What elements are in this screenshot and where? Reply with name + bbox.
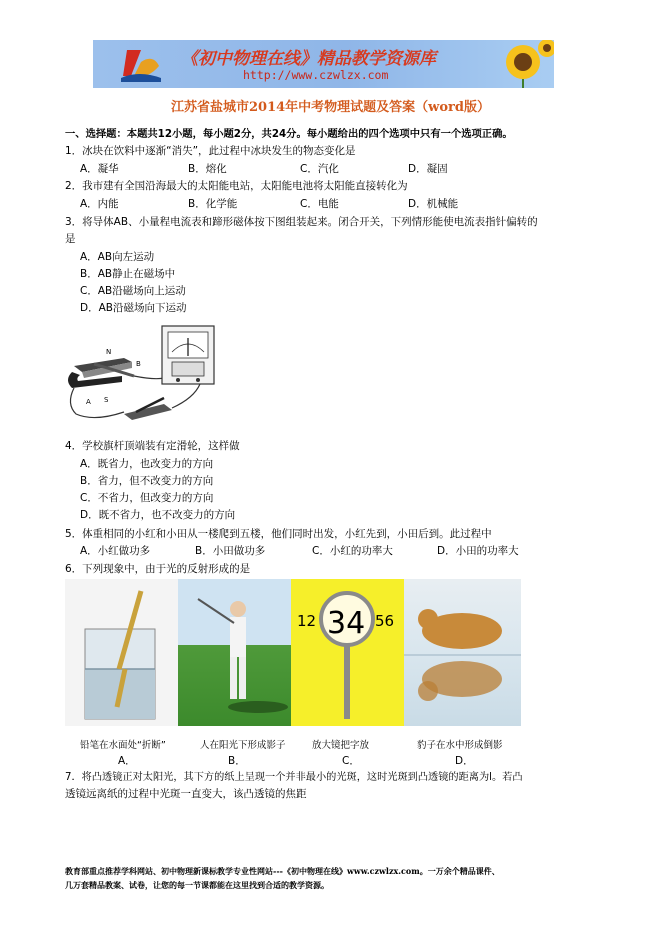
photo-leopard-reflection bbox=[404, 579, 521, 726]
question-4-stem: 4．学校旗杆顶端装有定滑轮，这样做 bbox=[65, 440, 240, 452]
banner-title: 《初中物理在线》精品教学资源库 bbox=[181, 49, 436, 69]
photo-golfer-shadow bbox=[178, 579, 291, 726]
label-a: A bbox=[86, 398, 91, 406]
question-5-option-d: D．小田的功率大 bbox=[437, 545, 519, 557]
question-1-option-a: A．凝华 bbox=[80, 163, 119, 175]
caption-b: 人在阳光下形成影子 bbox=[200, 740, 286, 751]
logo-icon bbox=[119, 44, 163, 84]
question-7-stem-continued: 透镜远离纸的过程中光斑一直变大，该凸透镜的焦距 bbox=[65, 788, 307, 800]
magnifier-digits-left: 12 bbox=[297, 612, 317, 630]
question-4-option-a: A．既省力，也改变力的方向 bbox=[80, 458, 214, 470]
circuit-figure bbox=[64, 318, 224, 438]
question-1-option-d: D．凝固 bbox=[408, 163, 448, 175]
section-heading: 一、选择题：本题共12小题，每小题2分，共24分。每小题给出的四个选项中只有一个选项正确。 bbox=[65, 128, 513, 140]
question-2-option-d: D．机械能 bbox=[408, 198, 459, 210]
magnifier-digits-right: 56 bbox=[375, 612, 395, 630]
question-5-option-a: A．小红做功多 bbox=[80, 545, 151, 557]
question-4-option-c: C．不省力，但改变力的方向 bbox=[80, 492, 214, 504]
photo-magnifier bbox=[291, 579, 404, 726]
question-2-option-c: C．电能 bbox=[300, 198, 339, 210]
photo-pencil-in-water bbox=[65, 579, 178, 726]
sunflower-icon bbox=[493, 40, 554, 88]
question-6-option-a: A． bbox=[118, 755, 136, 767]
question-2-stem: 2．我市建有全国沿海最大的太阳能电站，太阳能电池将太阳能直接转化为 bbox=[65, 180, 408, 192]
question-1-option-b: B．熔化 bbox=[188, 163, 227, 175]
question-5-option-c: C．小红的功率大 bbox=[312, 545, 393, 557]
label-n: N bbox=[106, 348, 112, 356]
caption-a: 铅笔在水面处“折断” bbox=[80, 740, 166, 751]
banner-url: http://www.czwlzx.com bbox=[243, 68, 389, 82]
question-6-stem: 6．下列现象中，由于光的反射形成的是 bbox=[65, 563, 251, 575]
question-6-option-b: B． bbox=[228, 755, 246, 767]
footer-line-2: 几万套精品教案、试卷，让您的每一节课都能在这里找到合适的教学资源。 bbox=[65, 880, 329, 890]
question-4-option-b: B．省力，但不改变力的方向 bbox=[80, 475, 214, 487]
question-5-option-b: B．小田做功多 bbox=[195, 545, 266, 557]
question-1-option-c: C．汽化 bbox=[300, 163, 339, 175]
header-banner bbox=[93, 40, 554, 88]
galvanometer bbox=[162, 326, 214, 384]
magnifier-digits-center: 34 bbox=[327, 606, 366, 641]
caption-c: 放大镜把字放 bbox=[312, 740, 370, 751]
question-4-option-d: D．既不省力，也不改变力的方向 bbox=[80, 509, 236, 521]
question-3-option-b: B．AB静止在磁场中 bbox=[80, 268, 176, 280]
question-1-stem: 1．冰块在饮料中逐渐“消失”，此过程中冰块发生的物态变化是 bbox=[65, 145, 356, 157]
question-5-stem: 5．体重相同的小红和小田从一楼爬到五楼，他们同时出发，小红先到，小田后到。此过程中 bbox=[65, 528, 492, 540]
question-3-stem: 3．将导体AB、小量程电流表和蹄形磁体按下图组装起来。闭合开关，下列情形能使电流表指针偏转的 bbox=[65, 216, 538, 228]
question-3-option-c: C．AB沿磁场向上运动 bbox=[80, 285, 186, 297]
question-7-stem: 7．将凸透镜正对太阳光，其下方的纸上呈现一个并非最小的光斑，这时光斑到凸透镜的距离为l。若凸 bbox=[65, 772, 523, 783]
question-6-option-d: D． bbox=[455, 755, 474, 767]
label-s: S bbox=[104, 396, 109, 404]
switch bbox=[124, 384, 200, 420]
question-3-option-a: A．AB向左运动 bbox=[80, 251, 155, 263]
question-3-option-d: D．AB沿磁场向下运动 bbox=[80, 302, 187, 314]
question-3-stem-continued: 是 bbox=[65, 233, 76, 245]
wire-lower bbox=[70, 388, 124, 418]
question-6-option-c: C． bbox=[342, 755, 360, 767]
wire bbox=[134, 376, 164, 379]
footer-line-1: 教育部重点推荐学科网站、初中物理新课标教学专业性网站---《初中物理在线》www.czwlzx.com。一万余个精品课件、 bbox=[65, 866, 500, 876]
question-2-option-b: B．化学能 bbox=[188, 198, 238, 210]
caption-d: 豹子在水中形成倒影 bbox=[417, 740, 503, 751]
label-b: B bbox=[136, 360, 141, 368]
document-title: 江苏省盐城市2014年中考物理试题及答案（word版） bbox=[171, 100, 490, 115]
question-2-option-a: A．内能 bbox=[80, 198, 119, 210]
